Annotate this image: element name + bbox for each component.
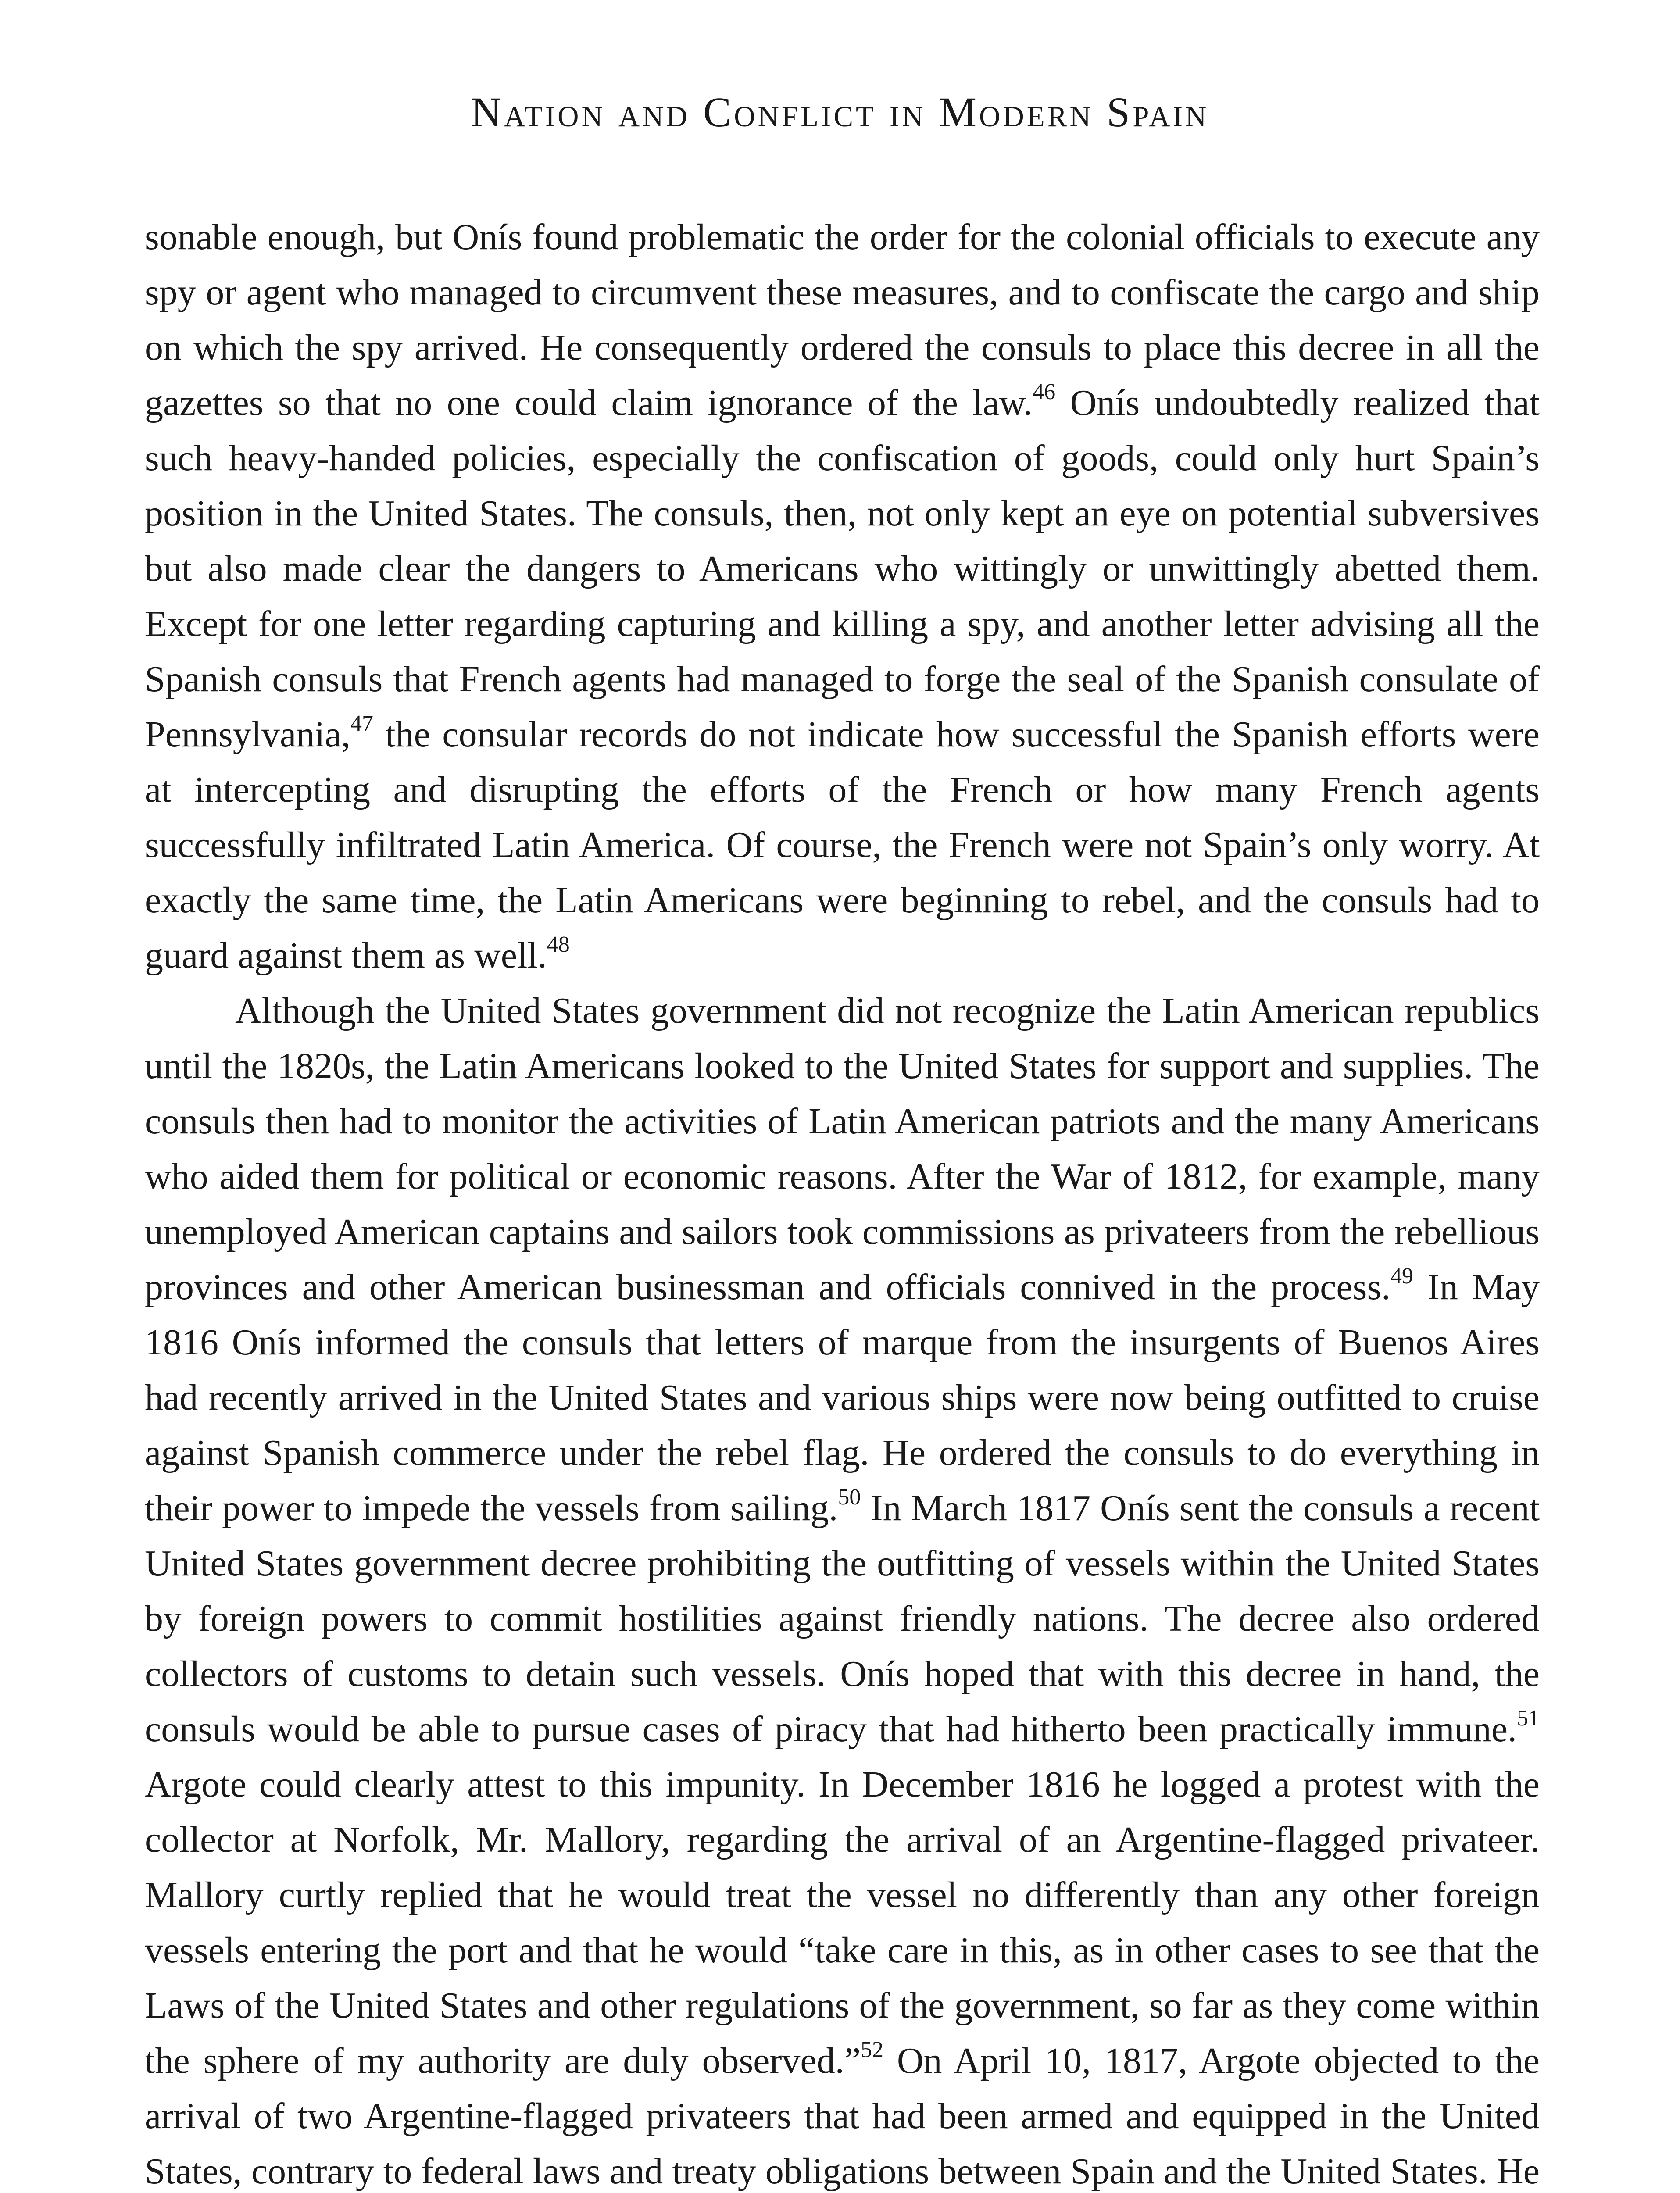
footnote-marker: 46: [1033, 379, 1056, 404]
text-run: Argote could clearly attest to this impunity. In December 1816 he logged a protest with the collector at Norfolk, Mr. Mallory, regarding the arrival of an Argentine-flagged privateer. Mallory curtly replied that he would treat the vessel no differently than any other foreign vessels entering the port and that he would “take care in this, as in other cases to see that the Laws of the United States and other regulations of the government, so far as they come within the sphere of my authority are duly observed.”: [145, 1764, 1540, 2081]
body-paragraph: [145, 210, 1540, 983]
running-header: Nation and Conflict in Modern Spain: [471, 89, 1209, 136]
footnote-marker: 49: [1390, 1264, 1414, 1289]
footnote-marker: 52: [861, 2037, 883, 2062]
text-run: On April 10, 1817, Argote objected to the arrival of two Argentine-flagged privateers that had been armed and equipped in the United States, contrary to federal laws and treaty obligations between Spain and the United States. He: [145, 2040, 1540, 2192]
footnote-marker: 50: [838, 1485, 861, 1510]
body-paragraph: [145, 983, 1540, 2193]
footnote-marker: 48: [547, 932, 570, 957]
footnote-marker: 47: [350, 711, 373, 736]
text-run: sonable enough, but Onís found problematic the order for the colonial officials to execute any spy or agent who managed to circumvent these measures, and to confiscate the cargo and ship on which the spy arrived. He consequently ordered the consuls to place this decree in all the gazettes so that no one could claim ignorance of the law.: [145, 217, 1540, 423]
text-run: Although the United States government did not recognize the Latin American republics until the 1820s, the Latin Americans looked to the United States for support and supplies. The consuls then had to monitor the activities of Latin American patriots and the many Americans who aided them for political or economic reasons. After the War of 1812, for example, many unemployed American captains and sailors took commissions as privateers from the rebellious provinces and other American businessman and officials connived in the process.: [145, 990, 1540, 1307]
text-run: Onís undoubtedly realized that such heavy-handed policies, especially the confiscation of goods, could only hurt Spain’s position in the United States. The consuls, then, not only kept an eye on potential subversives but also made clear the dangers to Americans who wittingly or unwittingly abetted them. Except for one letter regarding capturing and killing a spy, and another letter advising all the Spanish consuls that French agents had managed to forge the seal of the Spanish consulate of Pennsylvania,: [145, 382, 1540, 755]
body-text: [145, 210, 1540, 2193]
footnote-marker: 51: [1517, 1706, 1540, 1731]
text-run: In May 1816 Onís informed the consuls that letters of marque from the insurgents of Buenos Aires had recently arrived in the United States and various ships were now being outfitted to cruise against Spanish commerce under the rebel flag. He ordered the consuls to do everything in their power to impede the vessels from sailing.: [145, 1267, 1540, 1529]
text-run: the consular records do not indicate how successful the Spanish efforts were at intercepting and disrupting the efforts of the French or how many French agents successfully infiltrated Latin America. Of course, the French were not Spain’s only worry. At exactly the same time, the Latin Americans were beginning to rebel, and the consuls had to guard against them as well.: [145, 714, 1540, 976]
text-run: In March 1817 Onís sent the consuls a recent United States government decree prohibiting the outfitting of vessels within the United States by foreign powers to commit hostilities against friendly nations. The decree also ordered collectors of customs to detain such vessels. Onís hoped that with this decree in hand, the consuls would be able to pursue cases of piracy that had hitherto been practically immune.: [145, 1488, 1540, 1750]
